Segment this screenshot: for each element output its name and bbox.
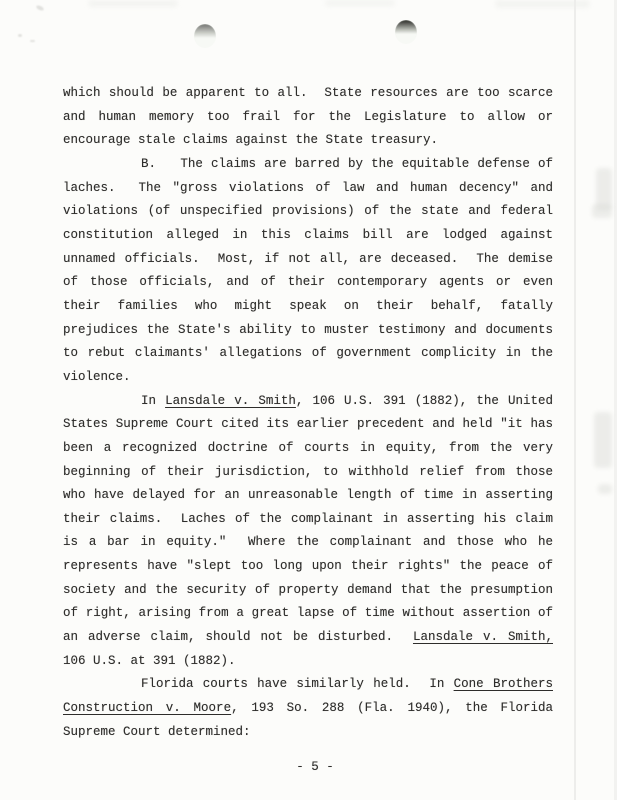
hole-punch-right <box>395 20 417 44</box>
text-segment: violations (of unspecified provisions) of the state and federal <box>63 204 553 219</box>
scan-speck <box>18 34 22 37</box>
text-line <box>63 319 553 343</box>
text-line <box>63 555 553 579</box>
text-line <box>63 200 553 224</box>
text-line <box>63 721 553 745</box>
text-line <box>63 82 553 106</box>
text-segment: 106 U.S. at 391 (1882). <box>63 653 236 668</box>
scan-speck <box>30 40 35 42</box>
text-segment: beginning of their jurisdiction, to withhold relief from those <box>63 464 553 479</box>
case-citation-underlined: Construction v. Moore <box>63 701 232 716</box>
text-line <box>63 177 553 201</box>
text-segment: , 106 U.S. 391 (1882), the United <box>295 393 553 408</box>
text-segment: and human memory too frail for the Legislature to allow or <box>63 109 553 124</box>
text-line <box>63 390 553 414</box>
text-segment: prejudices the State's ability to muster testimony and documents <box>63 322 553 337</box>
text-line <box>63 224 553 248</box>
text-segment: encourage stale claims against the State treasury. <box>63 133 439 148</box>
scan-streak <box>495 0 590 8</box>
text-segment: society and the security of property demand that the presumption <box>63 582 553 597</box>
page-number: - 5 - <box>296 760 334 774</box>
text-segment: been a recognized doctrine of courts in equity, from the very <box>63 440 553 455</box>
text-segment: represents have "slept too long upon their rights" the peace of <box>63 559 553 574</box>
text-segment: of right, arising from a great lapse of time without assertion of <box>63 606 553 621</box>
text-segment: States Supreme Court cited its earlier precedent and held "it has <box>63 417 553 432</box>
text-line <box>63 531 553 555</box>
text-line <box>63 697 553 721</box>
text-line <box>63 366 553 390</box>
ink-bleed-smudge <box>594 412 612 468</box>
scan-streak <box>88 0 178 7</box>
text-line <box>63 650 553 674</box>
scan-edge-line <box>574 0 576 800</box>
text-line <box>63 342 553 366</box>
text-segment: unnamed officials. Most, if not all, are deceased. The demise <box>63 251 553 266</box>
ink-bleed-smudge <box>598 484 612 494</box>
text-segment: laches. The "gross violations of law and human decency" and <box>63 180 553 195</box>
text-line <box>63 484 553 508</box>
hole-punch-left <box>194 24 216 48</box>
scan-streak <box>325 0 395 6</box>
text-line <box>63 626 553 650</box>
text-line <box>63 248 553 272</box>
text-line <box>63 673 553 697</box>
case-citation-underlined: Cone Brothers <box>453 677 553 692</box>
text-segment: B. The claims are barred by the equitable defense of <box>141 156 553 171</box>
text-segment: who have delayed for an unreasonable length of time in asserting <box>63 488 553 503</box>
text-line <box>63 461 553 485</box>
text-line <box>63 153 553 177</box>
text-line <box>63 437 553 461</box>
text-segment: to rebut claimants' allegations of government complicity in the <box>63 346 553 361</box>
text-line <box>63 413 553 437</box>
text-line <box>63 602 553 626</box>
text-segment: their claims. Laches of the complainant in asserting his claim <box>63 511 553 526</box>
text-segment: is a bar in equity." Where the complainant and those who he <box>63 535 553 550</box>
document-lines <box>63 82 553 744</box>
text-segment: Florida courts have similarly held. In <box>141 677 454 692</box>
scan-speck <box>36 4 45 11</box>
text-segment: violence. <box>63 369 131 384</box>
text-segment: constitution alleged in this claims bill are lodged against <box>63 227 553 242</box>
text-segment: Supreme Court determined: <box>63 724 251 739</box>
text-segment: In <box>141 393 166 408</box>
text-segment: their families who might speak on their behalf, fatally <box>63 298 553 313</box>
text-segment: of those officials, and of their contemporary agents or even <box>63 275 553 290</box>
case-citation-underlined: Lansdale v. Smith <box>165 393 296 408</box>
text-segment: which should be apparent to all. State resources are too scarce <box>63 86 553 100</box>
text-segment: an adverse claim, should not be disturbed. <box>63 630 413 645</box>
text-line <box>63 579 553 603</box>
ink-bleed-smudge <box>592 204 612 218</box>
text-segment: , 193 So. 288 (Fla. 1940), the Florida <box>231 701 554 716</box>
text-line <box>63 129 553 153</box>
text-line <box>63 106 553 130</box>
text-line <box>63 508 553 532</box>
text-line <box>63 271 553 295</box>
case-citation-underlined: Lansdale v. Smith, <box>412 630 553 645</box>
text-line <box>63 295 553 319</box>
